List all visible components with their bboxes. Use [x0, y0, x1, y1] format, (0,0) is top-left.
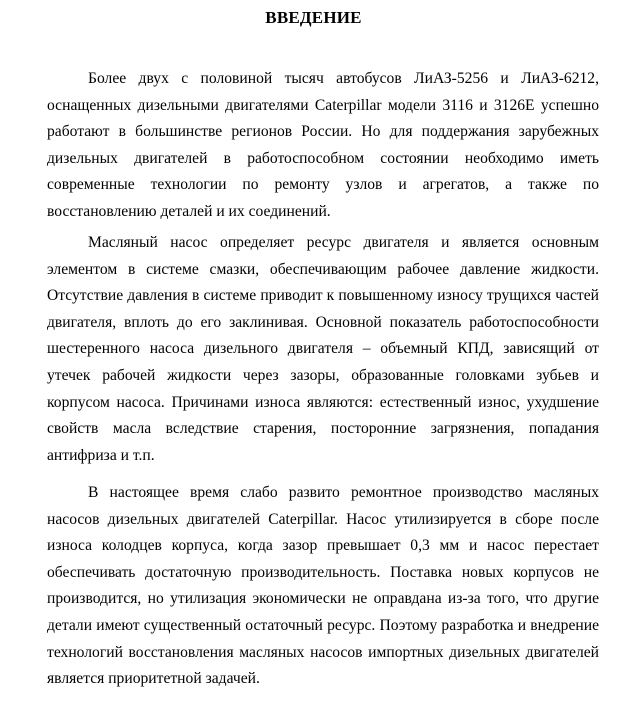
page-title: ВВЕДЕНИЕ	[265, 8, 362, 27]
paragraph-repair: В настоящее время слабо развито ремонтное производство масляных насосов дизельных двигателей Caterpillar. Насос утилизируется в сборе после износа колодцев корпуса, когда зазор превышает 0,3 мм и насос перестает обеспечивать достаточную производительность. Поставка новых корпусов не производится, но утилизация экономически не оправдана из-за того, что другие детали имеют существенный остаточный ресурс. Поэтому разработка и внедрение технологий восстановления масляных насосов импортных дизельных двигателей является приоритетной задачей.	[47, 484, 599, 688]
paragraph-oil-pump: Масляный насос определяет ресурс двигателя и является основным элементом в системе смазки, обеспечивающим рабочее давление жидкости. Отсутствие давления в системе приводит к повышенному износу трущихся частей двигателя, вплоть до его заклинивая. Основной показатель работоспособности шестеренного насоса дизельного двигателя – объемный КПД, зависящий от утечек рабочей жидкости через зазоры, образованные головками зубьев и корпусом насоса. Причинами износа являются: естественный износ, ухудшение свойств масла вследствие старения, посторонние загрязнения, попадания антифриза и т.п.	[47, 234, 599, 464]
paragraph-intro: Более двух с половиной тысяч автобусов ЛиАЗ-5256 и ЛиАЗ-6212, оснащенных дизельными двигателями Caterpillar модели 3116 и 3126Е успешно работают в большинстве регионов России. Но для поддержания зарубежных дизельных двигателей в работоспособном состоянии необходимо иметь современные технологии по ремонту узлов и агрегатов, а также по восстановлению деталей и их соединений.	[47, 70, 599, 220]
